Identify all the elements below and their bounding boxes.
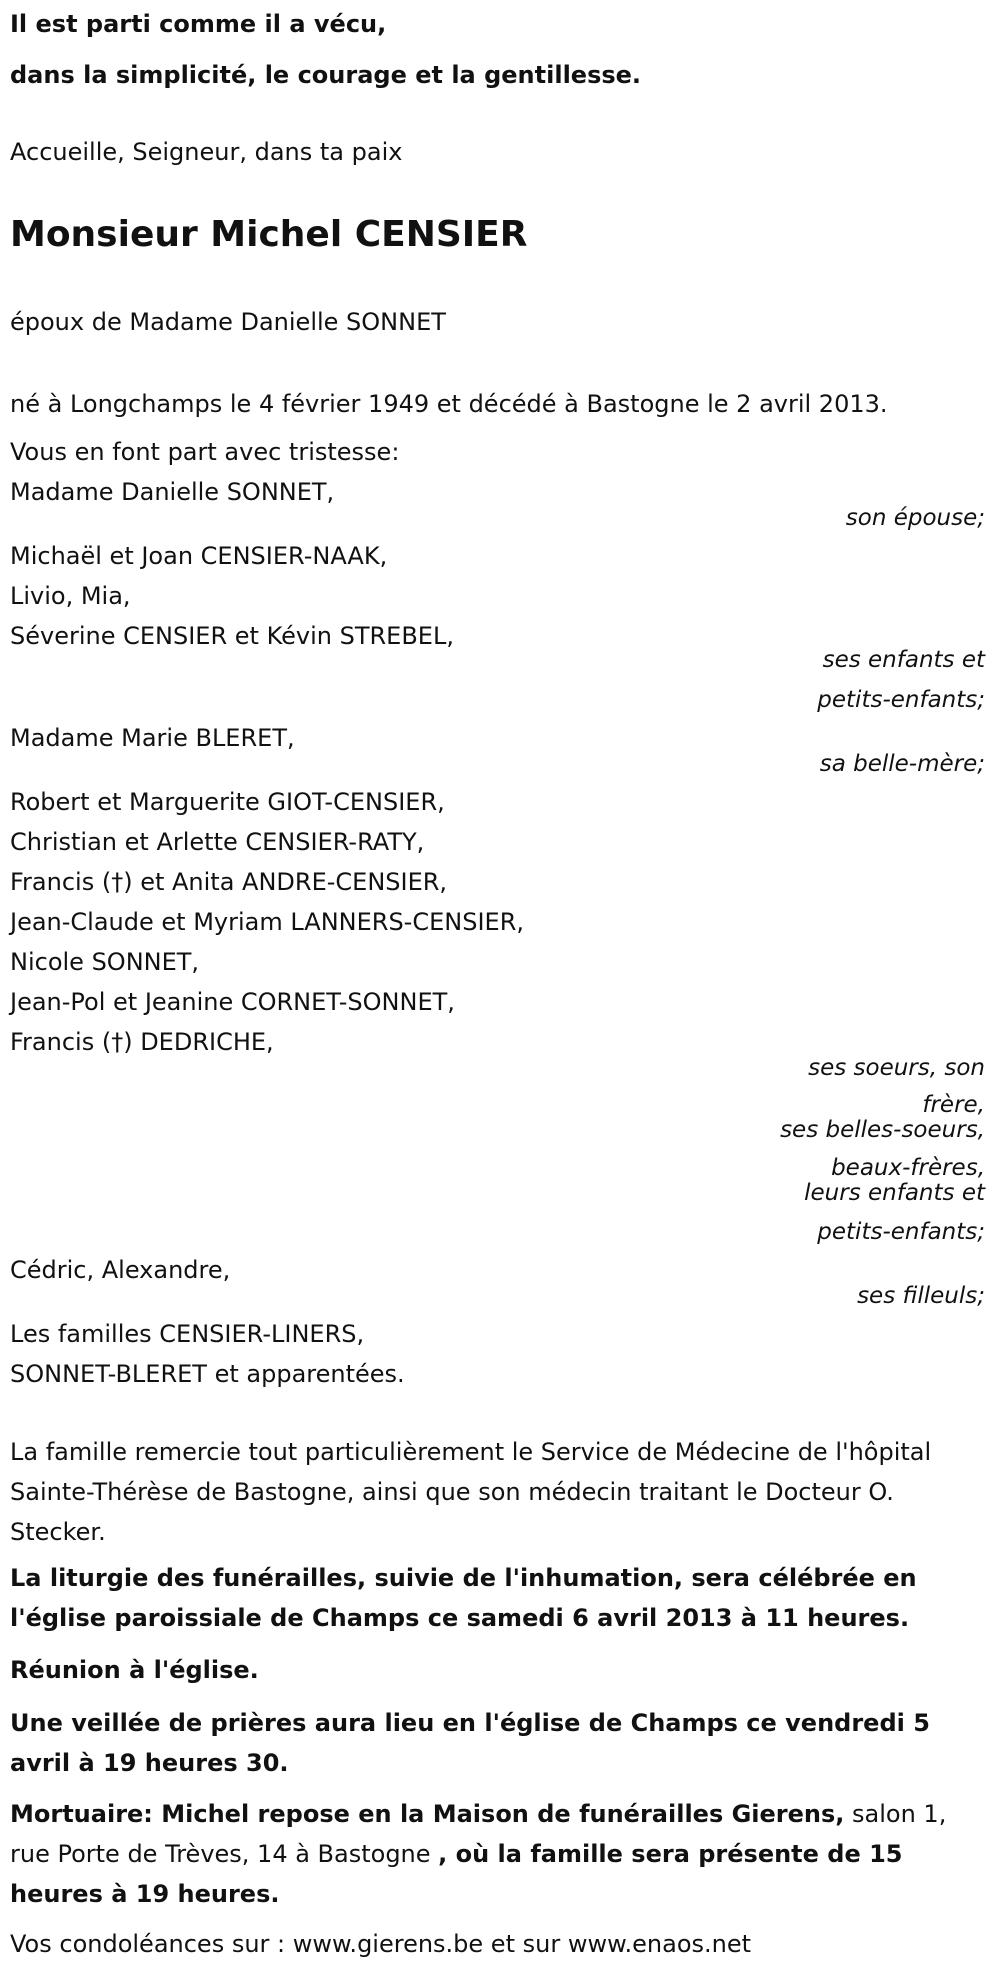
- mortuary-paragraph: [10, 1794, 985, 1914]
- relation-line: frère,: [922, 1092, 985, 1118]
- family-name-line: Cédric, Alexandre,: [10, 1256, 231, 1284]
- family-name-line: Francis (†) DEDRICHE,: [10, 1028, 274, 1056]
- relation-line: leurs enfants et: [804, 1180, 985, 1206]
- vigil-paragraph: Une veillée de prières aura lieu en l'église de Champs ce vendredi 5 avril à 19 heures 30.: [10, 1709, 930, 1777]
- spouse-line: époux de Madame Danielle SONNET: [10, 308, 446, 336]
- prayer-line: Accueille, Seigneur, dans ta paix: [10, 138, 403, 166]
- condolences-line: Vos condoléances sur : www.gierens.be et sur www.enaos.net: [10, 1930, 752, 1958]
- family-name-line: Séverine CENSIER et Kévin STREBEL,: [10, 622, 454, 650]
- mortuary-bold-part: Mortuaire: Michel repose en la Maison de funérailles Gierens,: [10, 1800, 845, 1828]
- meeting-line: Réunion à l'église.: [10, 1656, 259, 1684]
- relation-line: ses filleuls;: [857, 1283, 985, 1309]
- family-name-line: Madame Marie BLERET,: [10, 724, 295, 752]
- relation-line: ses soeurs, son: [808, 1055, 985, 1081]
- relation-line: sa belle-mère;: [819, 751, 985, 777]
- family-name-line: Francis (†) et Anita ANDRE-CENSIER,: [10, 868, 448, 896]
- relation-line: ses enfants et: [822, 647, 985, 673]
- family-name-line: Madame Danielle SONNET,: [10, 478, 335, 506]
- relation-line: beaux-frères,: [831, 1155, 985, 1181]
- mortuary-address: salon 1, rue Porte de Trèves, 14 à Bastogne: [10, 1800, 947, 1868]
- epigraph-line-2: dans la simplicité, le courage et la gentillesse.: [10, 61, 642, 89]
- relation-line: petits-enfants;: [817, 1219, 985, 1245]
- relation-line: ses belles-soeurs,: [780, 1117, 985, 1143]
- family-name-line: Les familles CENSIER-LINERS,: [10, 1320, 365, 1348]
- liturgy-paragraph: La liturgie des funérailles, suivie de l'inhumation, sera célébrée en l'église paroissiale de Champs ce samedi 6 avril 2013 à 11 heures.: [10, 1564, 917, 1632]
- family-name-line: Livio, Mia,: [10, 582, 131, 610]
- epigraph-line-1: Il est parti comme il a vécu,: [10, 10, 387, 38]
- relation-line: petits-enfants;: [817, 687, 985, 713]
- family-name-line: Nicole SONNET,: [10, 948, 200, 976]
- family-name-line: Jean-Pol et Jeanine CORNET-SONNET,: [10, 988, 455, 1016]
- thanks-paragraph: La famille remercie tout particulièrement le Service de Médecine de l'hôpital Sainte-Thérèse de Bastogne, ainsi que son médecin traitant le Docteur O. Stecker.: [10, 1438, 932, 1546]
- mortuary-bold-part-2: , où la famille sera présente de 15 heures à 19 heures.: [10, 1840, 903, 1908]
- birth-death-line: né à Longchamps le 4 février 1949 et décédé à Bastogne le 2 avril 2013.: [10, 390, 888, 418]
- intro-line: Vous en font part avec tristesse:: [10, 438, 400, 466]
- deceased-name: Monsieur Michel CENSIER: [10, 214, 528, 255]
- relation-line: son épouse;: [845, 505, 985, 531]
- family-name-line: Robert et Marguerite GIOT-CENSIER,: [10, 788, 445, 816]
- family-name-line: Michaël et Joan CENSIER-NAAK,: [10, 542, 388, 570]
- family-name-line: Christian et Arlette CENSIER-RATY,: [10, 828, 425, 856]
- family-name-line: SONNET-BLERET et apparentées.: [10, 1360, 405, 1388]
- family-name-line: Jean-Claude et Myriam LANNERS-CENSIER,: [10, 908, 524, 936]
